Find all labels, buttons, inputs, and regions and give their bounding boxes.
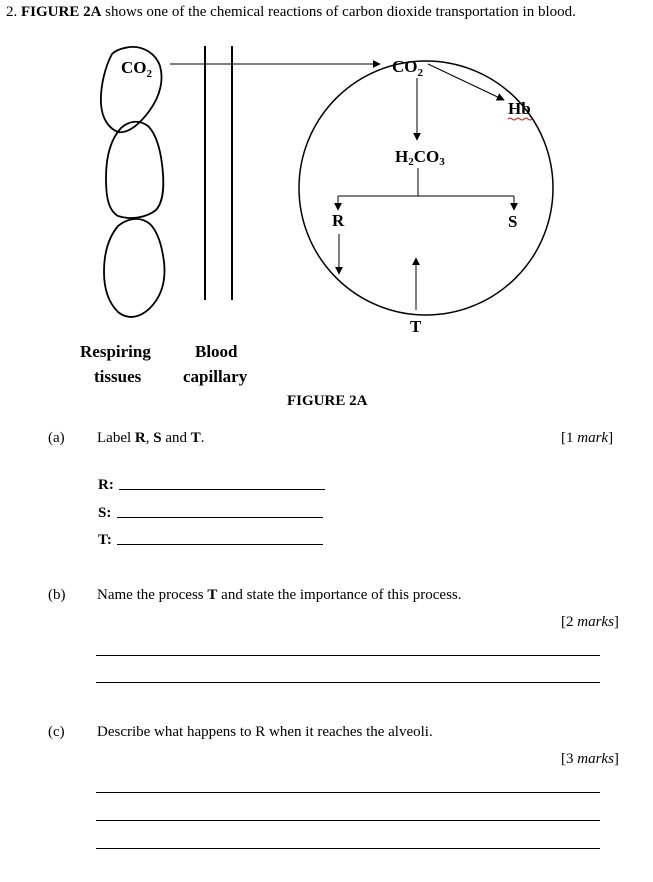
part-b-answer-line-2[interactable]: [96, 682, 600, 683]
part-c-marks: [3 marks]: [561, 751, 619, 767]
answer-s-label: S:: [98, 505, 112, 521]
answer-s-line[interactable]: [117, 517, 323, 518]
part-c-answer-line-2[interactable]: [96, 820, 600, 821]
figure-2a-diagram: [0, 0, 653, 420]
label-t: T: [410, 317, 422, 336]
question-number: 2.: [6, 4, 18, 20]
answer-r-label: R:: [98, 477, 114, 493]
label-r: R: [332, 211, 345, 230]
part-c-answer-line-1[interactable]: [96, 792, 600, 793]
co2-cell-label: $CO_2$: [392, 57, 423, 79]
part-b-answer-line-1[interactable]: [96, 655, 600, 656]
capillary-label-line2: capillary: [183, 367, 248, 386]
figure-reference: FIGURE 2A: [21, 4, 102, 20]
part-b-label: (b): [48, 587, 66, 603]
answer-t-label: T:: [98, 532, 112, 548]
part-c-answer-line-3[interactable]: [96, 848, 600, 849]
part-b-marks: [2 marks]: [561, 614, 619, 630]
answer-r-line[interactable]: [119, 489, 325, 490]
tissue-label-line2: tissues: [94, 367, 142, 386]
part-a-marks: [1 mark]: [561, 430, 614, 446]
hb-label: Hb: [508, 99, 531, 118]
tissue-cell-bottom: [104, 219, 164, 317]
part-c-question: Describe what happens to R when it reaches the alveoli.: [97, 724, 433, 740]
h2co3-label: H2CO3: [395, 147, 445, 168]
part-a-label: (a): [48, 430, 65, 446]
co2-to-hb-arrow: [428, 64, 504, 100]
capillary-label-line1: Blood: [195, 342, 238, 361]
co2-tissue-label: $CO_2$: [121, 58, 152, 80]
answer-t-line[interactable]: [117, 544, 323, 545]
tissue-cell-middle: [106, 122, 163, 218]
figure-caption: FIGURE 2A: [287, 393, 368, 409]
question-text: shows one of the chemical reactions of carbon dioxide transportation in blood.: [101, 4, 576, 20]
part-a-question: Label R, S and T.: [97, 430, 205, 446]
part-c-label: (c): [48, 724, 65, 740]
part-b-question: Name the process T and state the importance of this process.: [97, 587, 462, 603]
tissue-label-line1: Respiring: [80, 342, 151, 361]
label-s: S: [508, 212, 518, 231]
hb-underline-squiggle: [508, 118, 532, 120]
